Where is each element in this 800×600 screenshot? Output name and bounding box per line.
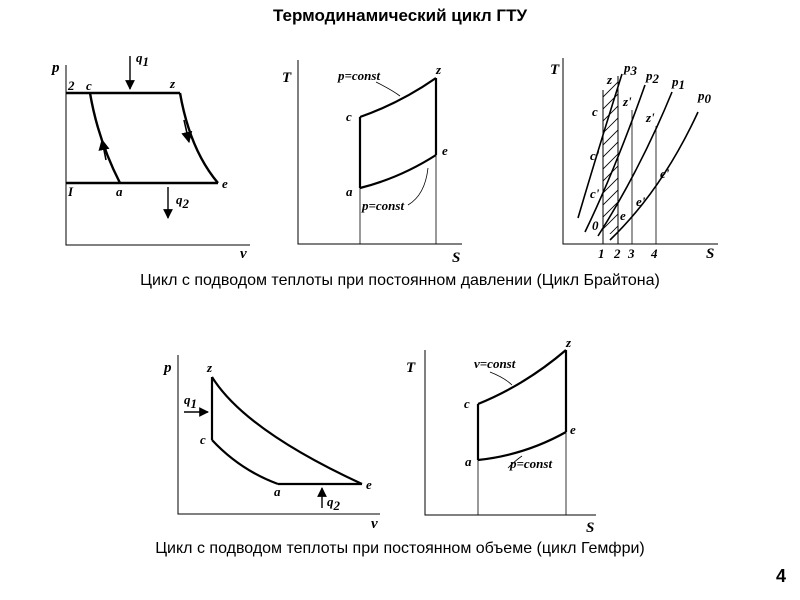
hpv-compression-curve (212, 440, 278, 484)
hpv-p-axis-label: p (164, 360, 172, 376)
page-number: 4 (775, 566, 786, 586)
ts-high-isobar (360, 78, 436, 117)
regen-tick-4: 4 (651, 246, 658, 261)
hpv-label-q2: q2 (327, 494, 340, 513)
pv-label-I: I (68, 184, 74, 199)
regen-label-p2: p2 (646, 68, 659, 86)
regen-tick-1: 1 (598, 246, 605, 261)
pv-label-q1: q1 (136, 50, 149, 69)
regen-label-e: e (620, 208, 626, 223)
pv-compression-curve (90, 93, 120, 183)
humphrey-ts-diagram (406, 335, 596, 536)
hts-label-z: z (566, 335, 572, 350)
ts-leader-low (408, 168, 428, 205)
pv-label-a: a (116, 184, 123, 199)
regen-label-c: c (592, 104, 598, 119)
hpv-label-e: e (366, 477, 372, 492)
regen-label-c-prime-1: c' (590, 148, 600, 163)
pv-label-z: z (170, 76, 176, 91)
regen-label-e-prime-1: e' (660, 166, 670, 181)
regen-label-0: 0 (592, 218, 599, 233)
regen-label-p3: p3 (624, 60, 637, 78)
regen-label-z-prime-2: z' (646, 110, 655, 125)
hts-T-axis-label: T (406, 360, 416, 376)
hpv-label-q1: q1 (184, 392, 197, 411)
pv-v-axis-label: v (240, 246, 247, 262)
brayton-ts-diagram (282, 60, 462, 266)
regen-label-z-prime-1: z' (623, 94, 632, 109)
hpv-label-c: c (200, 432, 206, 447)
caption-brayton: Цикл с подводом теплоты при постоянном давлении (Цикл Брайтона) (140, 272, 660, 289)
ts-T-axis-label: T (282, 70, 292, 86)
regen-label-z: z (607, 72, 613, 87)
regen-axes (563, 58, 718, 244)
ts-label-e: e (442, 143, 448, 158)
pv-label-e: e (222, 176, 228, 191)
regen-isobar-p3 (578, 74, 622, 218)
hpv-label-z: z (207, 360, 213, 375)
regen-tick-2: 2 (614, 246, 621, 261)
pv-label-2: 2 (68, 78, 75, 93)
ts-S-axis-label: S (452, 250, 461, 266)
hts-label-a: a (465, 454, 472, 469)
ts-label-z: z (436, 62, 442, 77)
hpv-expansion-curve (212, 377, 362, 484)
hts-isochore-label: v=const (474, 356, 516, 371)
hts-label-e: e (570, 422, 576, 437)
ts-isobar-low-label: p=const (362, 198, 405, 213)
brayton-regen-diagram (550, 58, 718, 266)
caption-humphrey: Цикл с подводом теплоты при постоянном объеме (цикл Гемфри) (155, 540, 645, 557)
hts-S-axis-label: S (586, 520, 595, 536)
ts-isobar-high-label: p=const (338, 68, 381, 83)
hts-label-c: c (464, 396, 470, 411)
regen-label-p1: p1 (672, 74, 685, 92)
ts-label-a: a (346, 184, 353, 199)
ts-axes (298, 60, 462, 244)
pv-label-c: c (86, 78, 92, 93)
regen-label-c-prime-2: c' (590, 186, 600, 201)
regen-S-axis-label: S (706, 246, 715, 262)
regen-label-p0: p0 (698, 88, 711, 106)
pv-p-axis-label: p (52, 60, 60, 76)
hpv-v-axis-label: v (371, 516, 378, 532)
humphrey-pv-diagram (162, 355, 380, 532)
hts-isobar-label: p=const (510, 456, 553, 471)
hpv-label-a: a (274, 484, 281, 499)
ts-leader-high (376, 82, 400, 96)
pv-label-q2: q2 (176, 192, 189, 211)
regen-tick-3: 3 (628, 246, 635, 261)
hts-leader-isochore (490, 372, 512, 385)
pv-expansion-curve (180, 93, 218, 183)
brayton-pv-diagram (50, 50, 250, 262)
page-title: Термодинамический цикл ГТУ (272, 6, 528, 25)
ts-label-c: c (346, 109, 352, 124)
regen-label-e-prime-2: e' (636, 194, 646, 209)
regen-T-axis-label: T (550, 62, 560, 78)
